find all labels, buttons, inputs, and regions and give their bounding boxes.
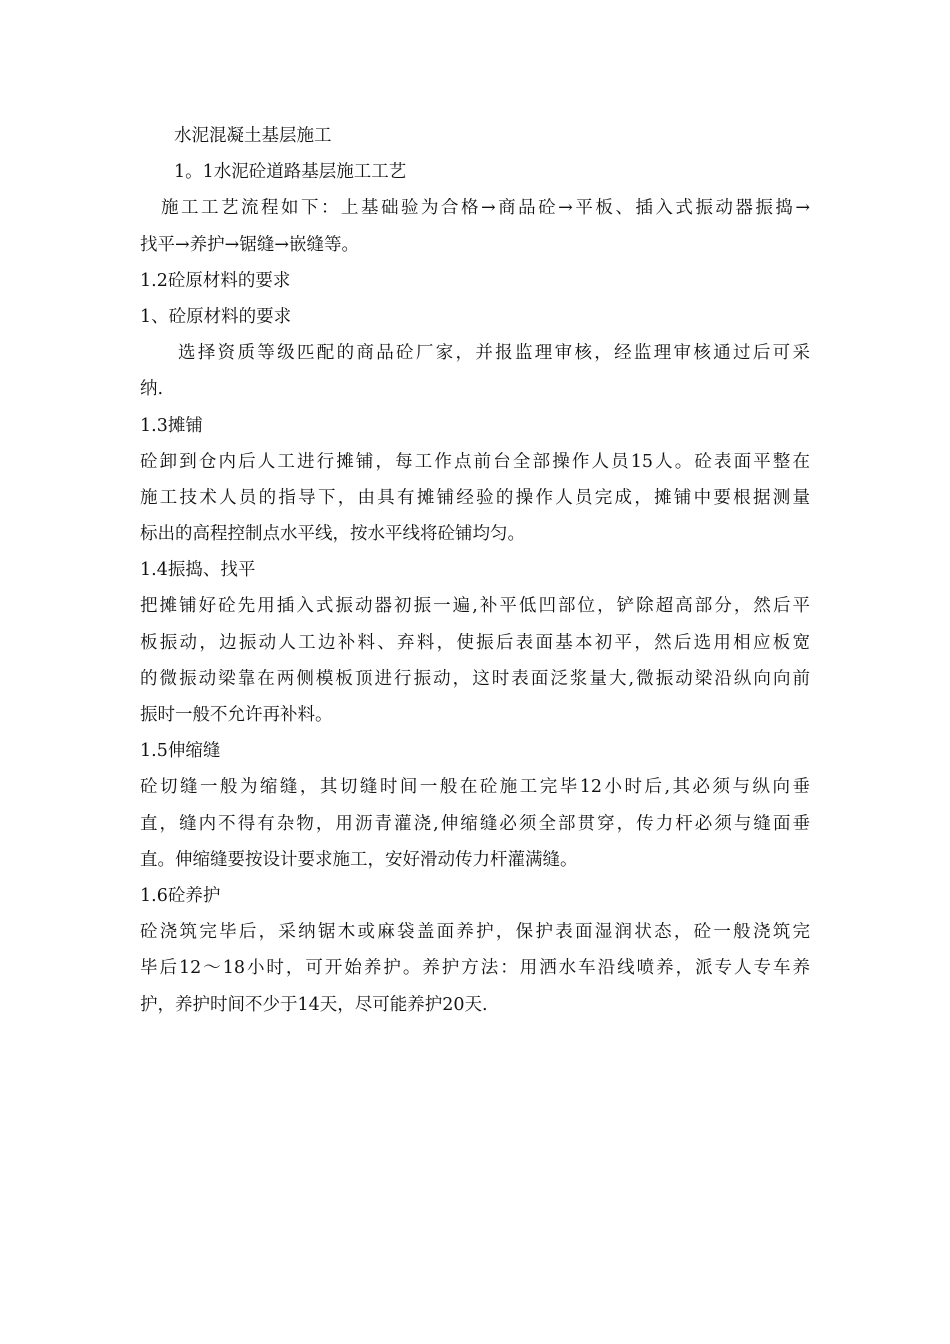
- paragraph-line: 选择资质等级匹配的商品砼厂家，并报监理审核，经监理审核通过后可采: [178, 343, 810, 364]
- document-title: 水泥混凝土基层施工: [174, 126, 332, 146]
- paragraph-line: 砼卸到仓内后人工进行摊铺，每工作点前台全部操作人员15人。砼表面平整在: [140, 451, 810, 472]
- paragraph-line: 施工工艺流程如下：上基础验为合格→商品砼→平板、插入式振动器振捣→: [161, 198, 810, 219]
- section-1-1-heading: 1。1水泥砼道路基层施工工艺: [174, 162, 407, 183]
- paragraph-line: 护，养护时间不少于14天，尽可能养护20天.: [140, 994, 488, 1015]
- paragraph-line: 直。伸缩缝要按设计要求施工，安好滑动传力杆灌满缝。: [140, 849, 578, 870]
- paragraph-line: 标出的高程控制点水平线，按水平线将砼铺均匀。: [140, 524, 525, 545]
- paragraph-line: 毕后12～18小时，可开始养护。养护方法：用洒水车沿线喷养，派专人专车养: [140, 958, 810, 979]
- paragraph-line: 振时一般不允许再补料。: [140, 705, 333, 725]
- section-1-2-subheading: 1、砼原材料的要求: [140, 306, 292, 327]
- paragraph-line: 纳.: [140, 379, 164, 400]
- paragraph-line: 砼浇筑完毕后，采纳锯木或麻袋盖面养护，保护表面湿润状态，砼一般浇筑完: [140, 922, 810, 943]
- section-1-6-heading: 1.6砼养护: [140, 885, 221, 906]
- paragraph-line: 板振动，边振动人工边补料、弃料，使振后表面基本初平，然后选用相应板宽: [140, 632, 810, 653]
- paragraph-line: 把摊铺好砼先用插入式振动器初振一遍,补平低凹部位，铲除超高部分，然后平: [140, 596, 810, 617]
- paragraph-line: 找平→养护→锯缝→嵌缝等。: [140, 234, 359, 255]
- section-1-5-heading: 1.5伸缩缝: [140, 741, 221, 762]
- section-1-4-heading: 1.4振捣、找平: [140, 560, 256, 581]
- paragraph-line: 施工技术人员的指导下，由具有摊铺经验的操作人员完成，摊铺中要根据测量: [140, 487, 810, 508]
- paragraph-line: 的微振动梁靠在两侧模板顶进行振动，这时表面泛浆量大,微振动梁沿纵向向前: [140, 668, 810, 689]
- document-page: [140, 118, 810, 1023]
- section-1-3-heading: 1.3摊铺: [140, 415, 203, 436]
- paragraph-line: 直，缝内不得有杂物，用沥青灌浇,伸缩缝必须全部贯穿，传力杆必须与缝面垂: [140, 813, 810, 834]
- section-1-2-heading: 1.2砼原材料的要求: [140, 270, 291, 291]
- paragraph-line: 砼切缝一般为缩缝，其切缝时间一般在砼施工完毕12小时后,其必须与纵向垂: [140, 777, 810, 798]
